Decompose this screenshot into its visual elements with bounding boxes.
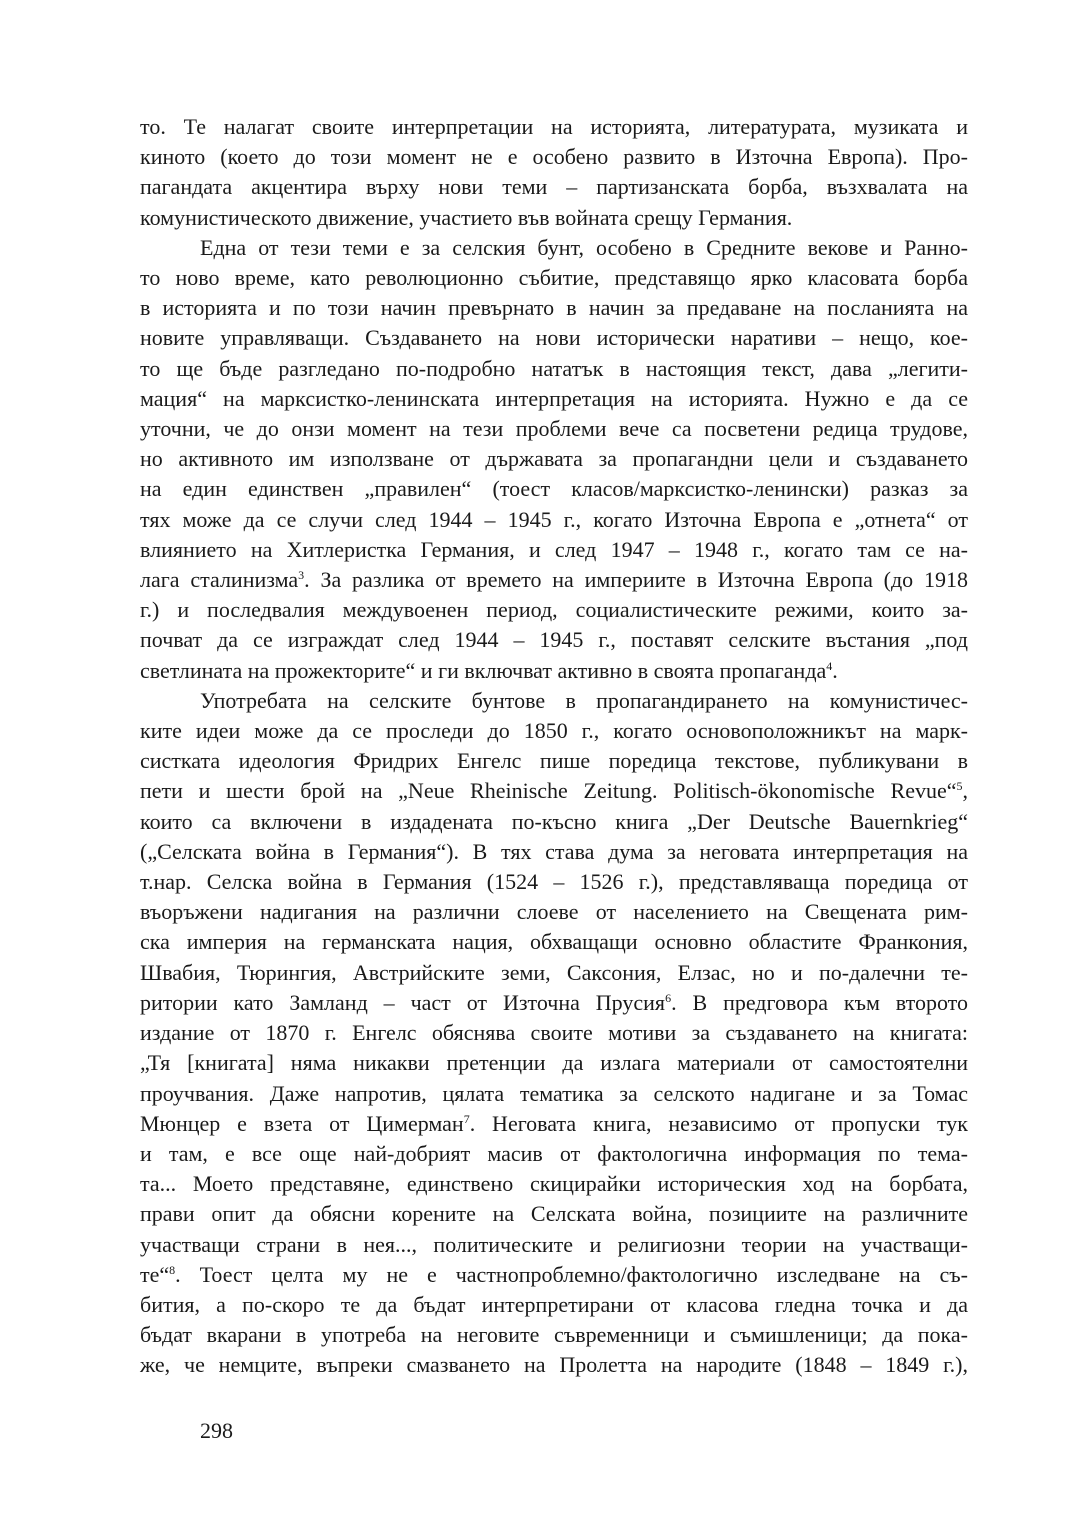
line-text: прави опит да обясни корените на Селската война, позициите на различните [140,1201,968,1227]
footnote-marker: 5 [956,779,963,794]
paragraph-2 [140,233,968,686]
page-body [140,112,968,1381]
text-line [140,716,968,746]
text-line [140,1018,968,1048]
text-line [140,958,968,988]
text-line [140,1350,968,1380]
line-text: издание от 1870 г. Енгелс обяснява своите мотиви за създаването на книгата: [140,1020,968,1046]
line-text: тях може да се случи след 1944 – 1945 г., когато Източна Европа е „отнета“ от [140,506,968,532]
text-line [140,927,968,957]
line-text: лага сталинизма [140,567,299,593]
text-line [140,263,968,293]
line-text: бития, а по-скоро те да бъдат интерпретирани от класова гледна точка и да [140,1291,968,1317]
footnote-marker: 7 [463,1111,470,1126]
text-line [140,625,968,655]
text-line [140,1320,968,1350]
text-line [140,837,968,867]
footnote-marker: 4 [826,658,833,673]
text-line [140,112,968,142]
paragraph-1 [140,112,968,233]
line-text: на един единствен „правилен“ (тоест класов/марксистко-ленински) разказ за [140,476,968,502]
line-text: участващи страни в нея..., политическите и религиозни теории на участващи- [140,1231,968,1257]
text-line [140,1139,968,1169]
line-text: („Селската война в Германия“). В тях става дума за неговата интерпретация на [140,838,968,864]
text-line [140,988,968,1018]
line-text: въоръжени надигания на различни слоеве от населението на Свещената рим- [140,899,968,925]
line-text-cont: . Тоест целта му не е частнопроблемно/фактологично изследване на съ- [175,1261,968,1287]
line-text: систката идеология Фридрих Енгелс пише поредица текстове, публикувани в [140,748,968,774]
text-line [140,1260,968,1290]
line-text: уточни, че до онзи момент на тези проблеми вече са посветени редица трудове, [140,416,968,442]
text-line [140,595,968,625]
line-text: пагандата акцентира върху нови теми – партизанската борба, възхвалата на [140,174,968,200]
line-text: бъдат вкарани в употреба на неговите съвременници и съмишленици; да пока- [140,1322,968,1348]
footnote-marker: 8 [169,1262,176,1277]
line-text: то ново време, като революционно събитие, представящо ярко класовата борба [140,265,968,291]
text-flow [140,112,968,1381]
text-line [140,776,968,806]
text-line [140,565,968,595]
text-line [140,1199,968,1229]
line-text: ритории като Замланд – част от Източна Прусия [140,989,666,1015]
line-text: в историята и по този начин превърнато в начин за предаване на посланията на [140,295,968,321]
line-text: новите управляващи. Създаването на нови исторически наративи – нещо, кое- [140,325,968,351]
text-line [140,474,968,504]
text-line [140,203,968,233]
text-line [140,867,968,897]
footnote-marker: 6 [665,990,672,1005]
line-text-cont: . Неговата книга, независимо от пропуски тук [469,1110,968,1136]
line-text: проучвания. Даже напротив, цялата тематика за селското надигане и за Томас [140,1080,968,1106]
paragraph-3 [140,686,968,1381]
line-text-cont: , [962,778,968,804]
line-text: „Тя [книгата] няма никакви претенции да излага материали от самостоятелни [140,1050,968,1076]
line-text: же, че немците, въпреки смазването на Пролетта на народите (1848 – 1849 г.), [140,1352,968,1378]
line-text: Мюнцер е взета от Цимерман [140,1110,464,1136]
line-text: пети и шести брой на „Neue Rheinische Zeitung. Politisch-ökonomische Revue“ [140,778,957,804]
text-line [140,807,968,837]
line-text: то ще бъде разгледано по-подробно нататък в настоящия текст, дава „легити- [140,355,968,381]
line-text: почват да се изграждат след 1944 – 1945 г., поставят селските въстания „под [140,627,968,653]
text-line [140,354,968,384]
line-text: които са включени в издадената по-късно книга „Der Deutsche Bauernkrieg“ [140,808,968,834]
text-line [140,384,968,414]
text-line [140,293,968,323]
text-line [140,172,968,202]
line-text: светлината на прожекторите“ и ги включват активно в своята пропаганда [140,657,827,683]
line-text: комунистическото движение, участието във войната срещу Германия. [140,204,793,230]
text-line [140,414,968,444]
line-text: то. Те налагат своите интерпретации на историята, литературата, музиката и [140,114,968,139]
line-text: мация“ на марксистко-ленинската интерпретация на историята. Нужно е да се [140,385,968,411]
line-text: та... Моето представяне, единствено скицирайки историческия ход на борбата, [140,1171,968,1197]
line-text-cont: . [832,657,838,683]
line-text: влиянието на Хитлеристка Германия, и след 1947 – 1948 г., когато там се на- [140,536,968,562]
text-line [140,505,968,535]
text-line [140,1109,968,1139]
text-line [140,323,968,353]
line-text: Една от тези теми е за селския бунт, особено в Средните векове и Ранно- [200,234,968,260]
text-line [140,1079,968,1109]
text-line [140,1230,968,1260]
footnote-marker: 3 [298,568,305,583]
text-line [140,1048,968,1078]
text-line [140,233,968,263]
line-text: Швабия, Тюрингия, Австрийските земи, Саксония, Елзас, но и по-далечни те- [140,959,968,985]
page-number: 298 [200,1418,233,1443]
text-line [140,746,968,776]
text-line [140,656,968,686]
line-text: г.) и последвалия междувоенен период, социалистическите режими, които за- [140,597,968,623]
line-text: т.нар. Селска война в Германия (1524 – 1526 г.), представляваща поредица от [140,869,968,895]
text-line [140,897,968,927]
line-text: но активното им използване от държавата за пропагандни цели и създаването [140,446,968,472]
text-line [140,1169,968,1199]
line-text: киното (което до този момент не е особено развито в Източна Европа). Про- [140,144,968,170]
text-line [140,535,968,565]
text-line [140,444,968,474]
line-text: ките идеи може да се проследи до 1850 г., когато основоположникът на марк- [140,718,968,744]
text-line [140,1290,968,1320]
line-text: Употребата на селските бунтове в пропагандирането на комунистичес- [200,687,968,713]
line-text: те“ [140,1261,170,1287]
text-line [140,142,968,172]
line-text: ска империя на германската нация, обхващащи основно областите Франкония, [140,929,968,955]
line-text-cont: . За разлика от времето на империите в Източна Европа (до 1918 [304,567,968,593]
text-line [140,686,968,716]
line-text: и там, е все още най-добрият масив от фактологична информация по тема- [140,1140,968,1166]
line-text-cont: . В предговора към второто [671,989,968,1015]
